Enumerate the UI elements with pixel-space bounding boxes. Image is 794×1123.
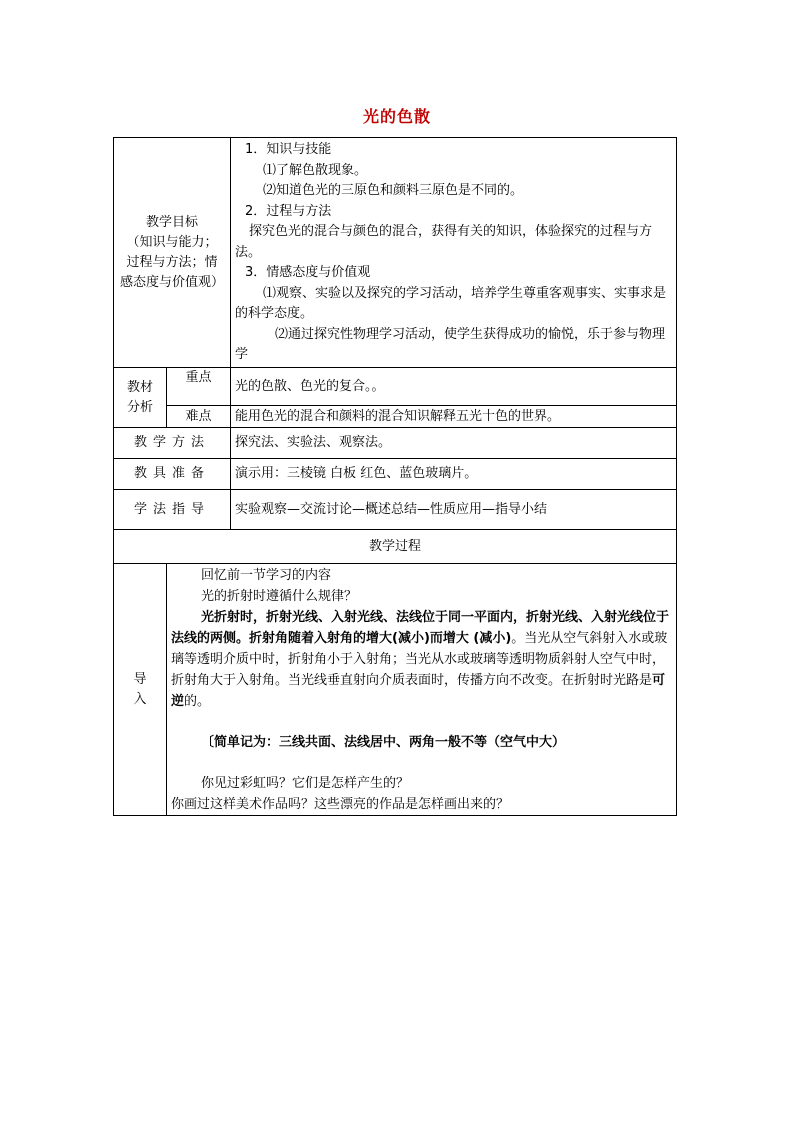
intro-content [167,564,677,816]
method-label: 教学方法 [114,428,231,459]
refraction-rule-bold2: 可逆 [171,673,666,709]
difficult-label: 难点 [167,406,231,428]
question-line: 你画过这样美术作品吗？这些漂亮的作品是怎样画出来的？ [171,797,510,812]
study-label: 学法指导 [114,490,231,530]
study-row [114,490,677,530]
refraction-rule-text: 。当光从空气斜射入水或玻璃等透明介质中时，折射角小于入射角；当光从水或玻璃等透明物质斜射人空气中时，折射角大于入射角。当光线垂直射向介质表面时，传播方向不改变。在折射时光路是 [171,631,668,688]
key-text: 光的色散、色光的复合。。 [231,368,677,406]
page-title: 光的色散 [362,107,431,126]
tools-text: 演示用：三棱镜 白板 红色、蓝色玻璃片。 [231,459,677,490]
objectives-label-line: 教学目标 [146,214,199,230]
objective-item: ⑵知道色光的三原色和颜料三原色是不同的。 [263,183,524,198]
key-label: 重点 [167,368,231,406]
refraction-rule-end: 的。 [184,694,211,709]
objectives-row [114,138,677,368]
refraction-rule [171,607,672,712]
objectives-label-line: 过程与方法；情 [126,254,218,270]
analysis-label [114,368,167,428]
tools-label: 教具准备 [114,459,231,490]
objective-item: ⑵通过探究性物理学习活动，使学生获得成功的愉悦，乐于参与物理学 [235,326,666,362]
objective-heading: 3．情感态度与价值观 [245,265,371,280]
objectives-label-line: 感态度与价值观） [120,274,225,290]
refraction-rule-bold: 光折射时，折射光线、入射光线、法线位于同一平面内，折射光线、入射光线位于法线的两侧。折射角随着入射角的增大(减小)而增大 (减小) [171,610,670,646]
intro-line: 回忆前一节学习的内容 [201,568,332,583]
intro-line: 光的折射时遵循什么规律？ [201,589,358,604]
process-header: 教学过程 [114,530,677,564]
summary-line: 〔简单记为：三线共面、法线居中、两角一般不等（空气中大） [201,735,566,750]
intro-label-line: 入 [133,691,147,707]
process-header-row [114,530,677,564]
intro-row [114,564,677,816]
analysis-label-line: 分析 [126,399,153,415]
objective-item: ⑴观察、实验以及探究的学习活动，培养学生尊重客观事实、实事求是的科学态度。 [235,285,667,321]
objective-heading: 1．知识与技能 [245,142,332,157]
analysis-label-line: 教材 [126,379,153,395]
objectives-label [114,138,231,368]
objectives-content [231,138,677,368]
key-row [114,368,677,406]
objectives-label-line: （知识与能力； [126,234,218,250]
difficult-row [114,406,677,428]
method-text: 探究法、实验法、观察法。 [231,428,677,459]
objective-heading: 2．过程与方法 [245,203,332,219]
lesson-table [113,137,677,816]
intro-label [114,564,167,816]
intro-label-line: 导 [133,671,147,687]
difficult-text: 能用色光的混合和颜料的混合知识解释五光十色的世界。 [231,406,677,428]
method-row [114,428,677,459]
study-text: 实验观察—交流讨论—概述总结—性质应用—指导小结 [231,490,677,530]
objective-item: ⑴了解色散现象。 [263,162,368,178]
question-line: 你见过彩虹吗？它们是怎样产生的？ [201,776,410,791]
objective-item: 探究色光的混合与颜色的混合，获得有关的知识，体验探究的过程与方法。 [235,224,653,260]
tools-row [114,459,677,490]
